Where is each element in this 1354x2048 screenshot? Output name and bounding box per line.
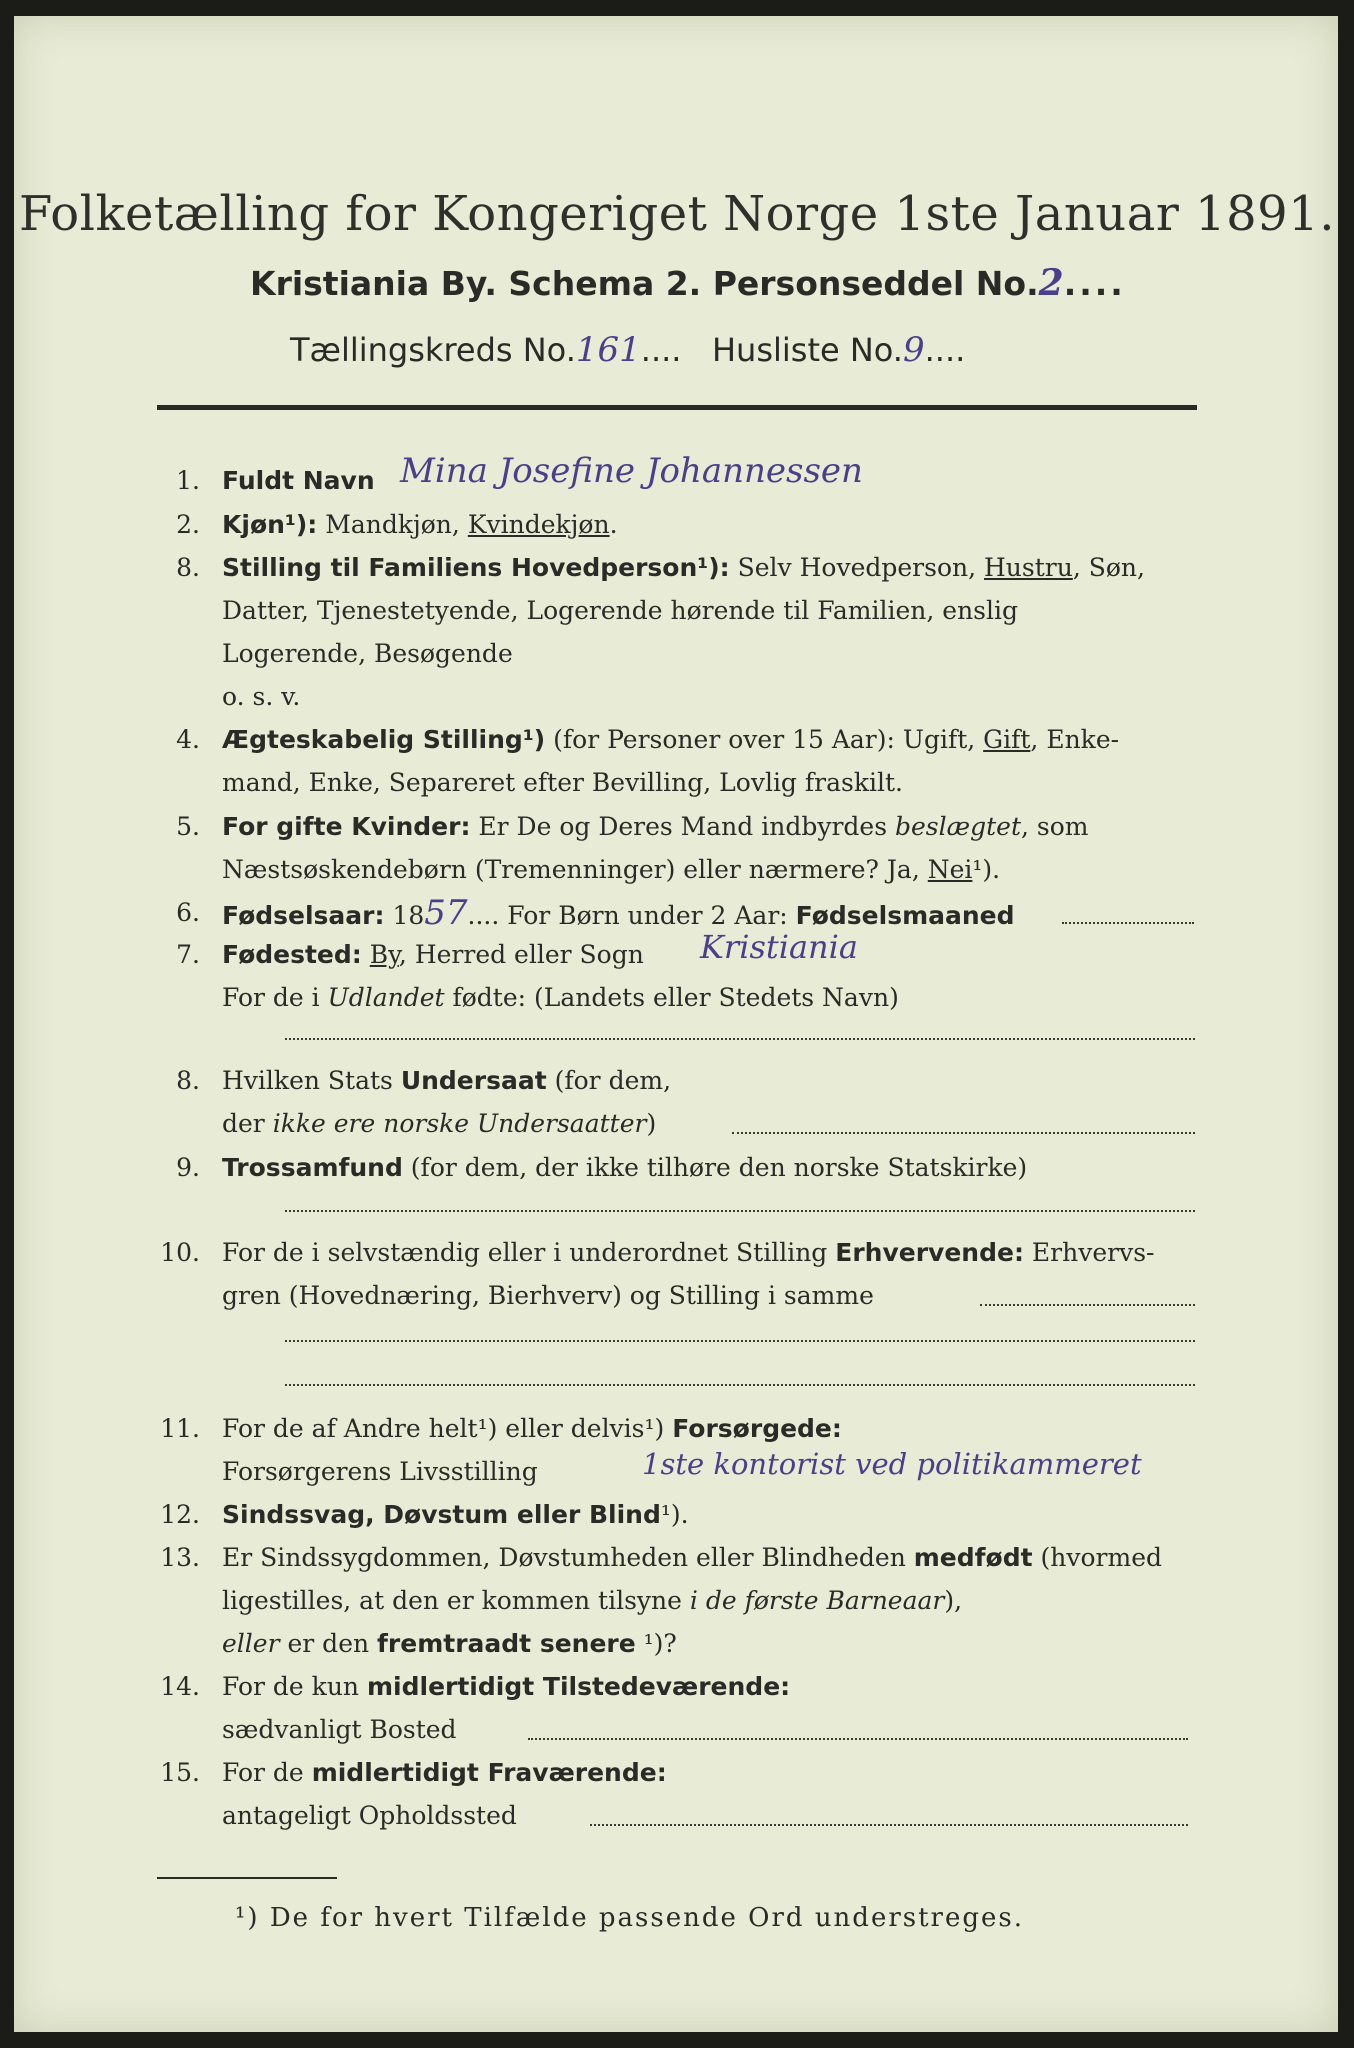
q7-text-a: , Herred eller Sogn [398,940,644,969]
q8-num: 8. [176,1066,200,1095]
subtitle-text: Kristiania By. Schema 2. Personseddel No. [250,264,1039,303]
q5-italic: beslægtet [895,812,1022,841]
q7-line2-italic: Udlandet [327,983,445,1012]
q12-text-a: ¹). [660,1500,689,1529]
q3-line4: o. s. v. [222,682,301,711]
q5-num: 5. [176,812,200,841]
q9-dotted-line [285,1210,1195,1212]
q10-dotted-line-1 [980,1304,1195,1306]
q13-line2-a: ligestilles, at den er kommen tilsyne [222,1586,690,1615]
q7-line2-b: fødte: (Landets eller Stedets Navn) [444,983,899,1012]
q13-line3-italic: eller [222,1629,280,1658]
q10-num: 10. [160,1238,200,1267]
q13-text-a: Er Sindssygdommen, Døvstumheden eller Blindheden [222,1543,914,1572]
q12-num: 12. [160,1500,200,1529]
q6-answer: 57 [424,893,468,933]
q1-label: Fuldt Navn [222,466,375,495]
footnote: ¹) De for hvert Tilfælde passende Ord understreges. [235,1903,1025,1933]
q6-text-a: For Børn under 2 Aar: [499,901,796,930]
q4-text-b: , Enke- [1030,725,1120,754]
q15-line2: antageligt Opholdssted [222,1801,517,1830]
q1-num: 1. [176,466,200,495]
q7-num: 7. [176,940,200,969]
q11-num: 11. [160,1414,200,1443]
q14-text-a: For de kun [222,1672,367,1701]
q8-line2-b: ) [646,1109,657,1138]
q13-label: medfødt [913,1543,1033,1572]
q10-text-b: Erhvervs- [1023,1238,1155,1267]
q3-underlined: Hustru [984,553,1073,582]
q7-line2 [222,983,899,1013]
q3-line3: Logerende, Besøgende [222,639,513,668]
q5-line2-text: Næstsøskendebørn (Tremenninger) eller nærmere? Ja, [222,855,928,884]
q13-line3-a: er den [279,1629,378,1658]
q10-text-a: For de i selvstændig eller i underordnet Stilling [222,1238,836,1267]
q13-line2 [222,1586,962,1616]
kreds-label: Tællingskreds No. [290,331,576,369]
q8-line2-a: der [222,1109,273,1138]
q5-text-a: Er De og Deres Mand indbyrdes [470,812,895,841]
q3-text-b: , Søn, [1072,553,1145,582]
q7-label: Fødested: [222,940,362,969]
q6-dotted-line [1062,922,1194,924]
q13-text-b: (hvormed [1032,1543,1162,1572]
q3-num: 8. [176,553,200,582]
q10-line2: gren (Hovednæring, Bierhverv) og Stilling i samme [222,1281,874,1310]
q8-line2 [222,1109,656,1139]
q14-line2: sædvanligt Bosted [222,1715,457,1744]
form-title: Folketælling for Kongeriget Norge 1ste Januar 1891. [19,186,1335,242]
q13-line3 [222,1629,677,1659]
q4-num: 4. [176,725,200,754]
q4-underlined: Gift [983,725,1031,754]
q5-text-b: , som [1021,812,1089,841]
q8-label: Undersaat [400,1066,547,1095]
q3-label: Stilling til Familiens Hovedperson¹): [222,553,730,582]
personseddel-no: 2 [1038,262,1064,304]
q11-line2-text: Forsørgerens Livsstilling [222,1457,538,1486]
husliste-label: Husliste No. [711,331,903,369]
kreds-no: 161 [575,330,641,370]
q11-text-a: For de af Andre helt¹) eller delvis¹) [222,1414,673,1443]
q14-dotted-line [528,1738,1188,1740]
q11-line2 [222,1447,1142,1487]
q15-label: midlertidigt Fraværende: [311,1758,667,1787]
q2-underlined: Kvindekjøn [467,510,610,539]
q11-label: Forsørgede: [672,1414,842,1443]
q7-answer: Kristiania [700,928,858,966]
q1-answer: Mina Josefine Johannessen [400,451,863,491]
q6-num: 6. [176,898,200,927]
q2-text-b: . [609,510,618,539]
form-subtitle-2: Tællingskreds No.161.... Husliste No.9.... [290,330,966,370]
q9-label: Trossamfund [222,1153,403,1182]
q15-dotted-line [590,1824,1188,1826]
q4-label: Ægteskabelig Stilling¹) [222,725,546,754]
q13-line2-b: ), [944,1586,963,1615]
q6-prefix: 18 [384,901,425,930]
census-form-sheet [14,16,1338,2032]
q8-text-a: Hvilken Stats [222,1066,401,1095]
q10-label: Erhvervende: [835,1238,1024,1267]
q5-line2 [222,855,1000,885]
header-rule [157,405,1197,410]
q9-text-a: (for dem, der ikke tilhøre den norske Statskirke) [402,1153,1028,1182]
q6-label2: Fødselsmaaned [795,901,1015,930]
q10-dotted-line-2 [285,1340,1195,1342]
q13-line3-bold: fremtraadt senere [377,1629,636,1658]
q7-underlined: By [369,940,399,969]
q7-line2-a: For de i [222,983,328,1012]
q4-text-a: (for Personer over 15 Aar): Ugift, [545,725,984,754]
form-subtitle: Kristiania By. Schema 2. Personseddel No.2.... [250,262,1126,304]
q8-dotted-line [732,1132,1195,1134]
q15-text-a: For de [222,1758,312,1787]
q11-answer: 1ste kontorist ved politikammeret [642,1447,1142,1481]
q13-line2-italic: i de første Barneaar [689,1586,945,1615]
q13-num: 13. [160,1543,200,1572]
q15-num: 15. [160,1758,200,1787]
q8-line2-italic: ikke ere norske Undersaatter [272,1109,647,1138]
q3-text-a: Selv Hovedperson, [729,553,984,582]
q14-num: 14. [160,1672,200,1701]
q12-label: Sindssvag, Døvstum eller Blind [222,1500,661,1529]
footnote-rule [157,1877,337,1879]
q2-text-a: Mandkjøn, [317,510,468,539]
q6-label: Fødselsaar: [222,901,385,930]
q5-text-c: ¹). [972,855,1001,884]
q7-dotted-line [285,1038,1195,1040]
husliste-no: 9 [902,330,925,370]
q2-num: 2. [176,510,200,539]
q5-label: For gifte Kvinder: [222,812,471,841]
q13-line3-b: ¹)? [635,1629,677,1658]
q9-num: 9. [176,1153,200,1182]
q4-line2: mand, Enke, Separeret efter Bevilling, Lovlig fraskilt. [222,768,903,797]
q8-text-b: (for dem, [546,1066,672,1095]
q14-label: midlertidigt Tilstedeværende: [366,1672,791,1701]
q2-label: Kjøn¹): [222,510,318,539]
q3-line2: Datter, Tjenestetyende, Logerende hørende til Familien, enslig [222,596,1019,625]
q10-dotted-line-3 [285,1384,1195,1386]
q5-underlined: Nei [927,855,973,884]
